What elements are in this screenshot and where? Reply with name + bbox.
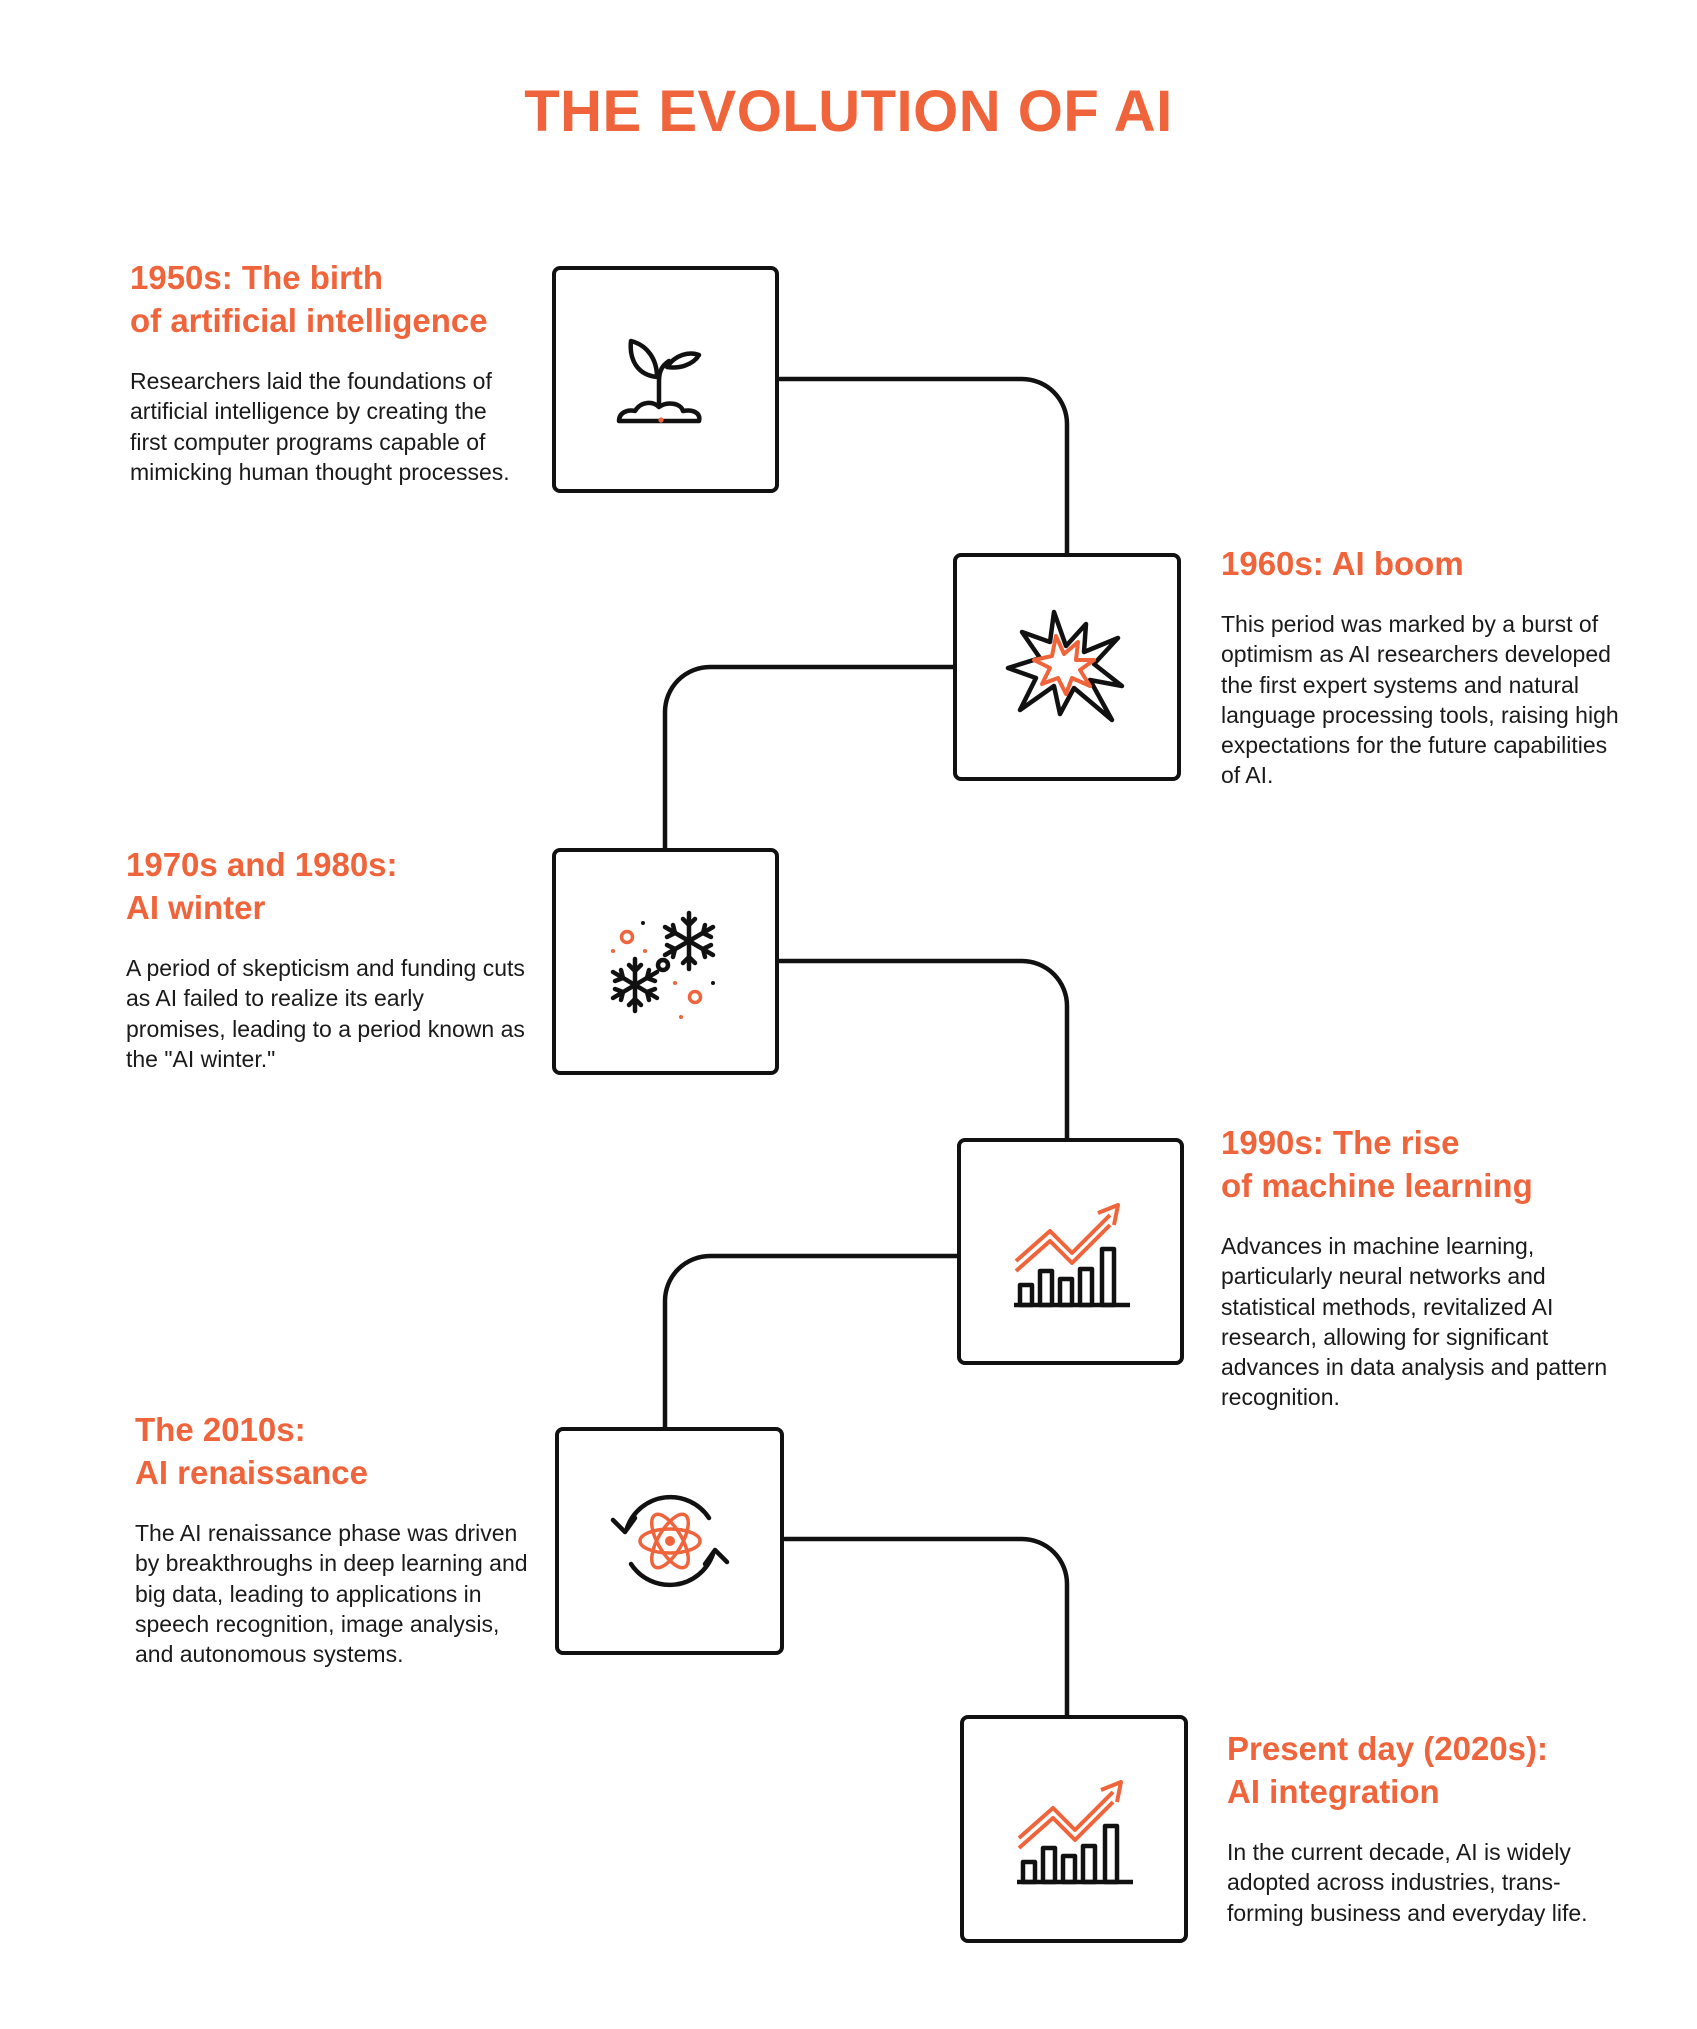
milestone-2010s-icon-box — [555, 1427, 784, 1655]
milestone-1970s-1980s — [126, 843, 526, 1074]
page-title: THE EVOLUTION OF AI — [524, 79, 1173, 144]
milestone-1990s — [1221, 1121, 1621, 1413]
milestone-1970s-1980s-title: 1970s and 1980s: AI winter — [126, 846, 398, 926]
milestone-1950s-description: Researchers laid the foundations of artificial intelligence by creating the first computer programs capable of mimicking human thought processes. — [130, 368, 510, 485]
milestone-2020s-title: Present day (2020s): AI integration — [1227, 1730, 1548, 1810]
atom-cycle-icon — [605, 1476, 735, 1606]
milestone-1960s — [1221, 542, 1621, 791]
milestone-1990s-description: Advances in machine learning, particularly neural networks and statistical methods, revitalized AI research, allowing for significant advances in data analysis and pattern recognition. — [1221, 1233, 1608, 1411]
milestone-1990s-title: 1990s: The rise of machine learning — [1221, 1124, 1533, 1204]
milestone-2010s-title: The 2010s: AI renaissance — [135, 1411, 368, 1491]
milestone-1970s-1980s-icon-box — [552, 848, 779, 1075]
milestone-1960s-title: 1960s: AI boom — [1221, 545, 1464, 582]
milestone-2010s-description: The AI renaissance phase was driven by breakthroughs in deep learning and big data, leading to applications in speech recognition, image analysis, and autonomous systems. — [135, 1520, 528, 1668]
growth-chart-icon — [1009, 1764, 1139, 1894]
snowflake-icon — [601, 897, 731, 1027]
milestone-1990s-icon-box — [957, 1138, 1184, 1365]
sprout-icon — [601, 315, 731, 445]
growth-chart-icon — [1006, 1187, 1136, 1317]
explosion-icon — [1002, 602, 1132, 732]
milestone-1970s-1980s-description: A period of skepticism and funding cuts as AI failed to realize its early promises, leading to a period known as the "AI winter." — [126, 955, 525, 1072]
milestone-1960s-icon-box — [953, 553, 1181, 781]
milestone-1960s-description: This period was marked by a burst of optimism as AI researchers developed the first expert systems and natural language processing tools, raising high expectations for the future capabilities of AI. — [1221, 611, 1619, 789]
milestone-2020s — [1227, 1727, 1627, 1928]
milestone-1950s-title: 1950s: The birth of artificial intelligence — [130, 259, 488, 339]
milestone-1950s-icon-box — [552, 266, 779, 493]
milestone-1950s — [130, 256, 530, 487]
milestone-2020s-description: In the current decade, AI is widely adopted across industries, trans-forming business and everyday life. — [1227, 1839, 1588, 1926]
milestone-2020s-icon-box — [960, 1715, 1188, 1943]
milestone-2010s — [135, 1408, 535, 1669]
